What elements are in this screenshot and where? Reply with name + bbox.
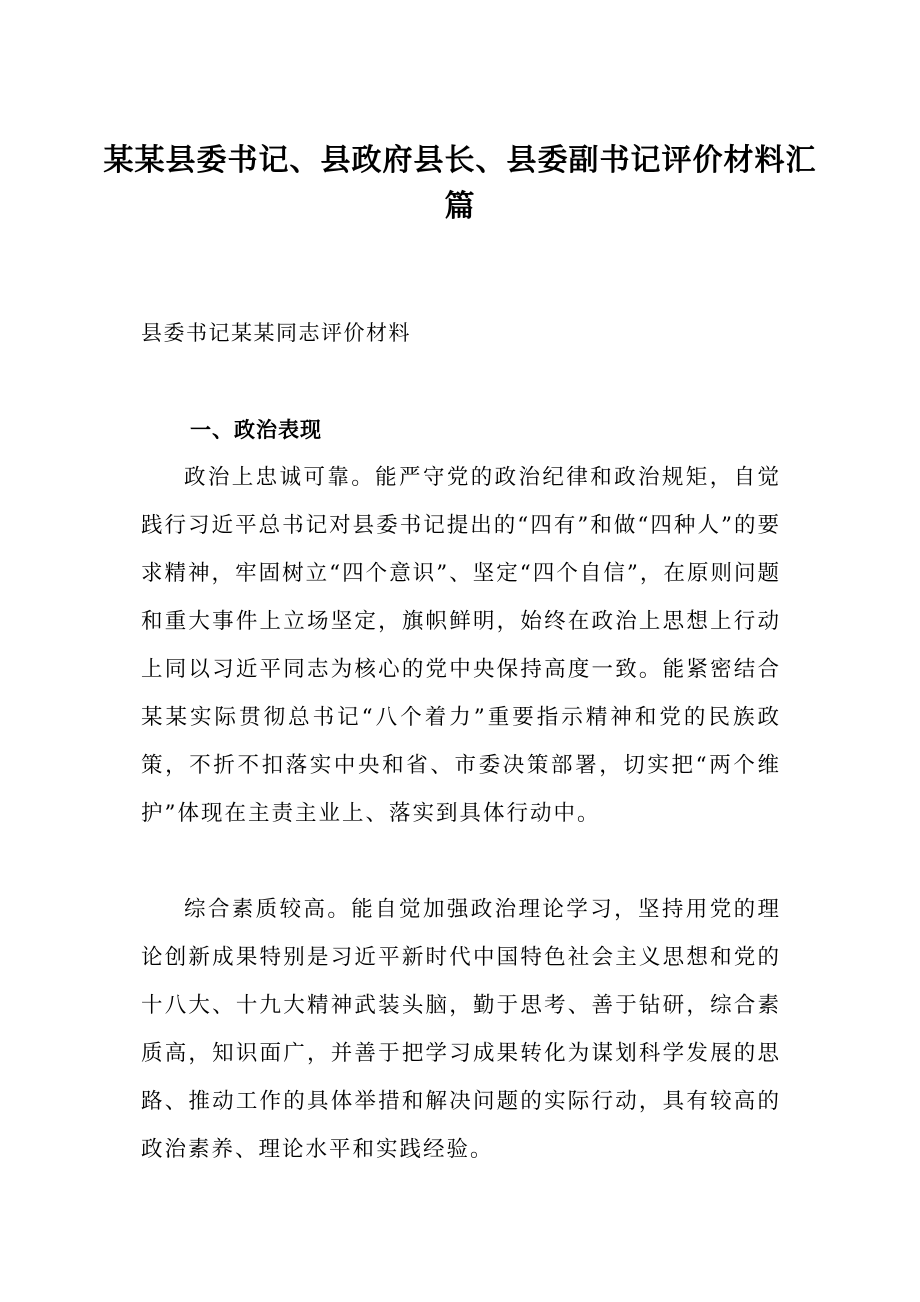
document-subtitle: 县委书记某某同志评价材料 — [141, 321, 411, 345]
paragraph-political-loyalty: 政治上忠诚可靠。能严守党的政治纪律和政治规矩，自觉践行习近平总书记对县委书记提出的“四有”和做“四种人”的要求精神，牢固树立“四个意识”、坚定“四个自信”，在原则问题和重大事件上立场坚定，旗帜鲜明，始终在政治上思想上行动上同以习近平同志为核心的党中央保持高度一致。能紧密结合某某实际贯彻总书记“八个着力”重要指示精神和党的民族政策，不折不扣落实中央和省、市委决策部署，切实把“两个维护”体现在主责主业上、落实到具体行动中。 — [141, 465, 781, 826]
document-title: 某某县委书记、县政府县长、县委副书记评价材料汇篇 — [103, 143, 817, 224]
paragraph-overall-quality: 综合素质较高。能自觉加强政治理论学习，坚持用党的理论创新成果特别是习近平新时代中国特色社会主义思想和党的十八大、十九大精神武装头脑，勤于思考、善于钻研，综合素质高，知识面广，并善于把学习成果转化为谋划科学发展的思路、推动工作的具体举措和解决问题的实际行动，具有较高的政治素养、理论水平和实践经验。 — [141, 897, 781, 1162]
section-heading-political: 一、政治表现 — [190, 418, 322, 442]
